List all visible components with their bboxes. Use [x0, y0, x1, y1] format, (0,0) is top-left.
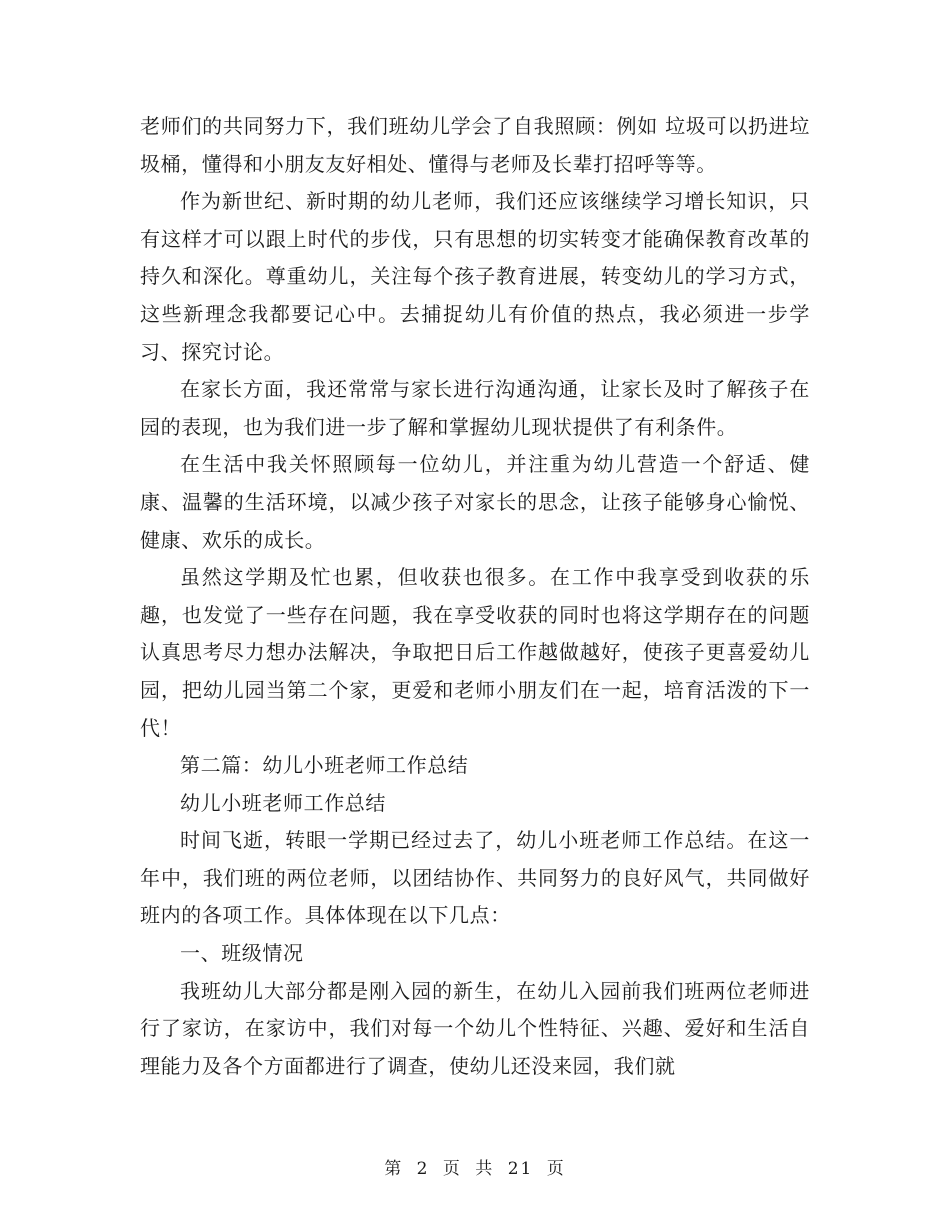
paragraph: 在生活中我关怀照顾每一位幼儿，并注重为幼儿营造一个舒适、健康、温馨的生活环境，以减少孩子对家长的思念，让孩子能够身心愉悦、健康、欢乐的成长。: [140, 452, 810, 552]
paragraph: 在家长方面，我还常常与家长进行沟通沟通，让家长及时了解孩子在园的表现，也为我们进一步了解和掌握幼儿现状提供了有利条件。: [140, 377, 810, 439]
paragraph: 虽然这学期及忙也累，但收获也很多。在工作中我享受到收获的乐趣，也发觉了一些存在问题，我在享受收获的同时也将这学期存在的问题认真思考尽力想办法解决，争取把日后工作越做越好，使孩子更喜爱幼儿园，把幼儿园当第二个家，更爱和老师小朋友们在一起，培育活泼的下一代！: [140, 565, 810, 740]
page-footer: [0, 1154, 950, 1179]
section-heading: 第二篇：幼儿小班老师工作总结: [180, 753, 469, 778]
subsection-heading: 一、班级情况: [180, 941, 304, 966]
page-number: 第 2 页 共 21 页: [384, 1159, 566, 1179]
paragraph: 作为新世纪、新时期的幼儿老师，我们还应该继续学习增长知识，只有这样才可以跟上时代的步伐，只有思想的切实转变才能确保教育改革的持久和深化。尊重幼儿，关注每个孩子教育进展，转变幼儿的学习方式，这些新理念我都要记心中。去捕捉幼儿有价值的热点，我必须进一步学习、探究讨论。: [140, 189, 810, 364]
paragraph: 时间飞逝，转眼一学期已经过去了，幼儿小班老师工作总结。在这一年中，我们班的两位老师，以团结协作、共同努力的良好风气，共同做好班内的各项工作。具体体现在以下几点：: [140, 828, 810, 928]
paragraph: 我班幼儿大部分都是刚入园的新生，在幼儿入园前我们班两位老师进行了家访，在家访中，我们对每一个幼儿个性特征、兴趣、爱好和生活自理能力及各个方面都进行了调查，使幼儿还没来园，我们就: [140, 978, 810, 1078]
paragraph-continuation: 老师们的共同努力下，我们班幼儿学会了自我照顾：例如 垃圾可以扔进垃圾桶，懂得和小朋友友好相处、懂得与老师及长辈打招呼等等。: [140, 114, 810, 176]
article-title: 幼儿小班老师工作总结: [180, 790, 386, 815]
document-body: [140, 108, 810, 1085]
